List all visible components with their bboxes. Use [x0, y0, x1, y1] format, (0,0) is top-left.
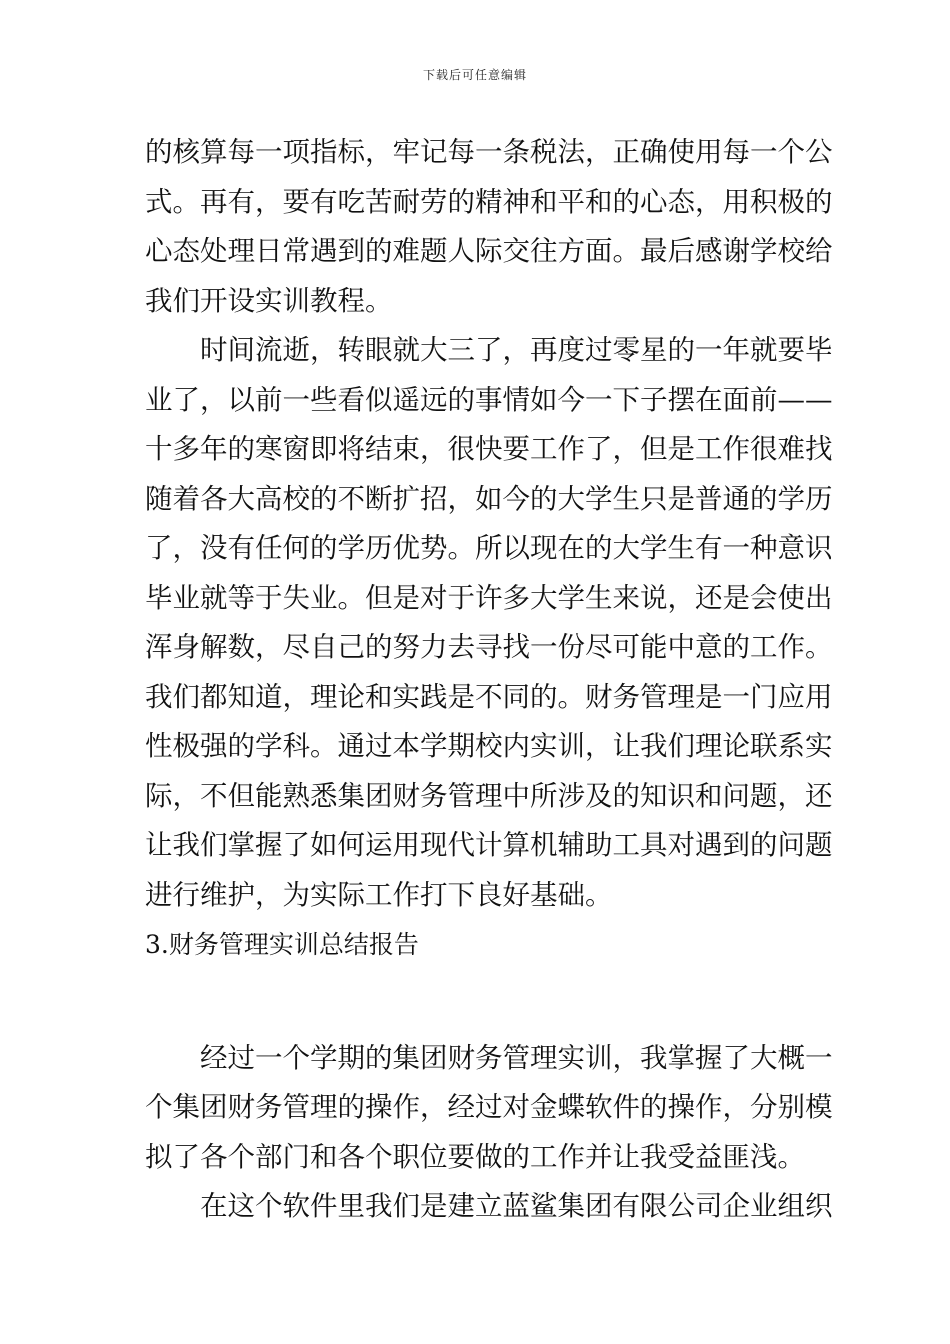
text-line: 心态处理日常遇到的难题人际交往方面。最后感谢学校给	[145, 235, 833, 267]
text-line: 我们都知道，理论和实践是不同的。财务管理是一门应用	[145, 680, 833, 713]
text-line: 际，不但能熟悉集团财务管理中所涉及的知识和问题，还	[145, 779, 833, 812]
text-line: 我们开设实训教程。	[145, 284, 393, 317]
text-line: 让我们掌握了如何运用现代计算机辅助工具对遇到的问题	[145, 829, 833, 861]
text-line: 的核算每一项指标，牢记每一条税法，正确使用每一个公	[145, 136, 833, 168]
paragraph-2	[145, 326, 833, 920]
paragraph-1	[145, 128, 833, 326]
text-line: 拟了各个部门和各个职位要做的工作并让我受益匪浅。	[145, 1140, 805, 1173]
blank-gap	[145, 970, 807, 1034]
document-body	[145, 128, 833, 1232]
text-line: 进行维护，为实际工作打下良好基础。	[145, 878, 613, 911]
text-line: 浑身解数，尽自己的努力去寻找一份尽可能中意的工作。	[145, 631, 833, 663]
text-line: 经过一个学期的集团财务管理实训，我掌握了大概一	[200, 1041, 833, 1074]
text-line: 十多年的寒窗即将结束，很快要工作了，但是工作很难找	[145, 433, 833, 465]
section-heading: 3.财务管理实训总结报告	[145, 930, 419, 959]
text-line: 随着各大高校的不断扩招，如今的大学生只是普通的学历	[145, 482, 833, 515]
text-line: 式。再有，要有吃苦耐劳的精神和平和的心态，用积极的	[145, 185, 833, 218]
paragraph-4	[145, 1182, 833, 1232]
text-line: 在这个软件里我们是建立蓝鲨集团有限公司企业组织	[200, 1190, 833, 1222]
text-line: 了，没有任何的学历优势。所以现在的大学生有一种意识	[145, 532, 833, 564]
text-line: 个集团财务管理的操作，经过对金蝶软件的操作，分别模	[145, 1091, 833, 1123]
text-line: 时间流逝，转眼就大三了，再度过零星的一年就要毕	[200, 334, 833, 366]
paragraph-3	[145, 1034, 833, 1183]
text-line: 性极强的学科。通过本学期校内实训，让我们理论联系实	[145, 730, 833, 762]
text-line: 业了，以前一些看似遥远的事情如今一下子摆在面前——	[145, 383, 833, 416]
text-line: 毕业就等于失业。但是对于许多大学生来说，还是会使出	[145, 581, 833, 614]
page-header: 下载后可任意编辑	[422, 68, 527, 82]
